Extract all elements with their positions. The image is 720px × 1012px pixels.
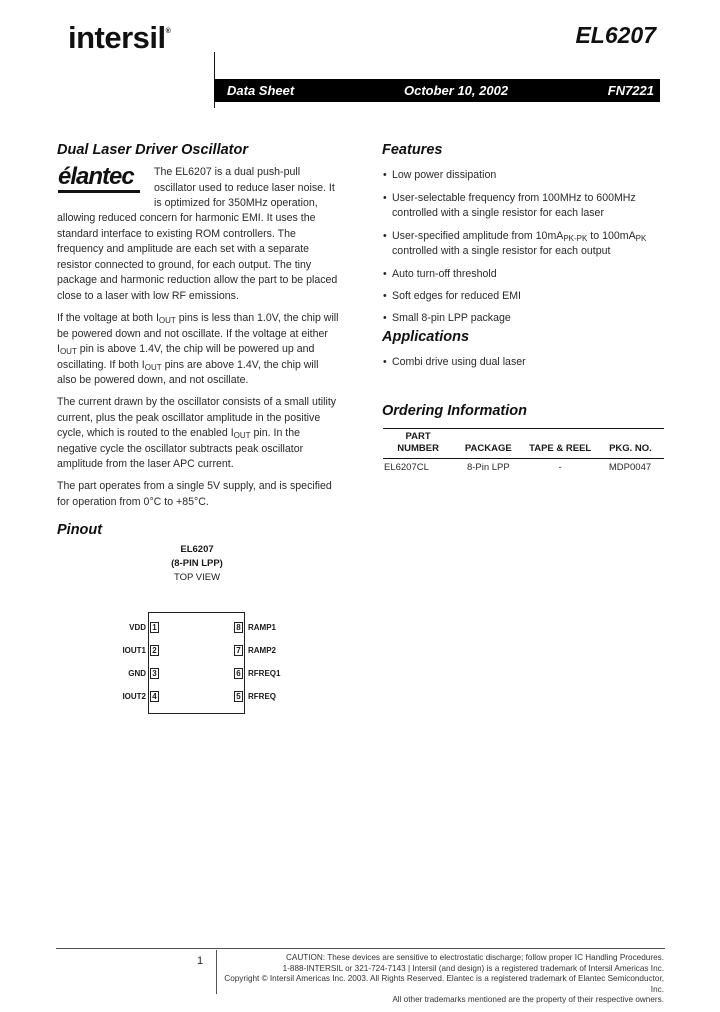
pin-number: 5 [234, 691, 243, 702]
pin-number: 8 [234, 622, 243, 633]
list-item: • Small 8-pin LPP package [383, 311, 665, 326]
supply-paragraph: The part operates from a single 5V supply, and is specified for operation from 0°C to +85°C. [57, 480, 332, 508]
list-item: • Soft edges for reduced EMI [383, 289, 665, 304]
applications-heading: Applications [382, 329, 470, 345]
pin-label: RAMP1 [248, 623, 277, 632]
ordering-table [383, 428, 664, 476]
footer-divider [216, 950, 217, 994]
intersil-logo: intersil® [68, 20, 171, 55]
column-header: PKG. NO. [597, 429, 664, 459]
features-list [383, 168, 665, 326]
power-down-paragraph: If the voltage at both $I_{OUT}$ pins is less than 1.0V, the chip will be powered down and not oscillate. If the voltage at either $I_{OUT}$ pin is above 1.4V, the chip will be powered up and oscillating. If both $I_{OUT}$ pins are above 1.4V, the chip will also be powered down, and not oscillate. [57, 312, 339, 386]
pin-label: RFREQ1 [248, 669, 281, 678]
doc-number: FN7221 [607, 83, 654, 98]
chip-package-outline [148, 612, 245, 714]
header-bar [214, 79, 660, 102]
pin-label: RFREQ [248, 692, 276, 701]
features-heading: Features [382, 142, 443, 158]
pin-label: IOUT2 [122, 692, 146, 701]
pin-number: 7 [234, 645, 243, 656]
pin-label: GND [128, 669, 146, 678]
legal-notice: CAUTION: These devices are sensitive to electrostatic discharge; follow proper IC Handling Procedures. 1-888-INTERSIL or 321-724-7143 | Intersil (and design) is a registered trademark of Intersil Americas Inc. Copyright © Intersil Americas Inc. 2003. All Rights Reserved. Elantec is a registered trademark of Elantec Semiconductor, Inc. All other trademarks mentioned are the property of their respective owners. [224, 953, 664, 1004]
list-item: • Combi drive using dual laser [383, 355, 665, 370]
pin-number: 6 [234, 668, 243, 679]
intro-paragraph-start: The EL6207 is a dual push-pull oscillator used to reduce laser noise. It is optimized for 350MHz operation, [154, 166, 335, 209]
part-number-title: EL6207 [575, 22, 656, 48]
table-cell: 8-Pin LPP [466, 462, 510, 473]
list-item: • Low power dissipation [383, 168, 665, 183]
applications-list [383, 355, 665, 370]
column-header: PART NUMBER [383, 429, 453, 459]
column-header: TAPE & REEL [523, 429, 596, 459]
pin-number: 2 [150, 645, 159, 656]
footer-rule [56, 948, 665, 949]
pin-number: 4 [150, 691, 159, 702]
elantec-logo: élantec [58, 163, 138, 191]
doc-date: October 10, 2002 [404, 83, 509, 98]
page-number: 1 [197, 955, 204, 967]
current-paragraph: The current drawn by the oscillator consists of a small utility current, plus the peak oscillator amplitude in the positive cycle, which is routed to the enabled $I_{OUT}$ pin. In the negative cycle the oscillator subtracts peak oscillator amplitude from the laser APC current. [57, 396, 337, 470]
table-cell: - [558, 462, 562, 473]
doc-type: Data Sheet [227, 83, 295, 98]
table-header-row [383, 429, 664, 459]
product-title: Dual Laser Driver Oscillator [57, 142, 248, 158]
column-header: PACKAGE [453, 429, 523, 459]
pinout-heading: Pinout [57, 522, 103, 538]
intro-paragraph-rest: allowing reduced concern for harmonic EMI. It uses the standard interface to existing ROM controllers. The frequency and amplitude are each set with a separate resistor connected to ground, for each output. The tiny package and harmonic reduction allow the part to be placed close to a laser with low RF emissions. [57, 212, 338, 302]
pinout-caption: EL6207 (8-PIN LPP) TOP VIEW [171, 544, 223, 583]
list-item: • Auto turn-off threshold [383, 267, 665, 282]
list-item: • User-selectable frequency from 100MHz to 600MHz controlled with a single resistor for each laser [383, 191, 665, 221]
pin-label: VDD [129, 623, 146, 632]
pin-number: 3 [150, 668, 159, 679]
ordering-heading: Ordering Information [382, 403, 527, 419]
list-item: • User-specified amplitude from $10mA_{PK-PK}$ to $100mA_{PK}$ controlled with a single resistor for each output [383, 229, 665, 259]
table-cell: MDP0047 [608, 462, 652, 473]
table-cell: EL6207CL [384, 462, 429, 473]
table-row [383, 459, 664, 477]
pin-label: IOUT1 [122, 646, 146, 655]
pin-label: RAMP2 [248, 646, 277, 655]
pin-number: 1 [150, 622, 159, 633]
